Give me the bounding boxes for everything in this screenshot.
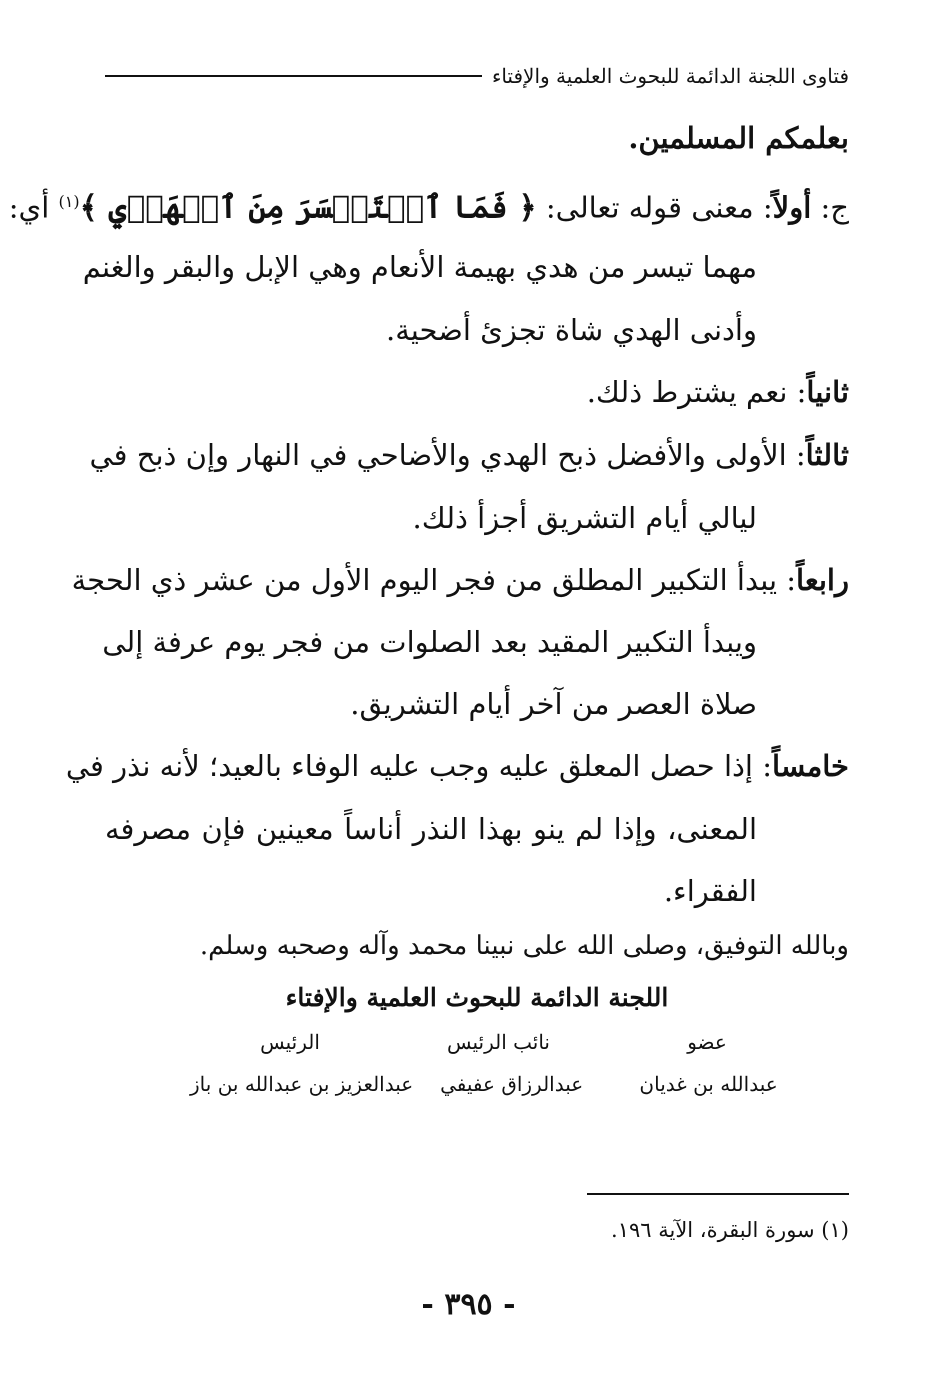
fifth-line-3: الفقراء. xyxy=(663,874,757,908)
footnote-rule xyxy=(587,1193,849,1195)
second-item xyxy=(105,372,849,412)
page-number: - ٣٩٥ - xyxy=(421,1287,516,1322)
second-text: : نعم يشترط ذلك. xyxy=(586,375,807,409)
fourth-line-3: صلاة العصر من آخر أيام التشريق. xyxy=(350,687,757,721)
running-header xyxy=(105,56,849,96)
third-label: ثالثاً xyxy=(805,438,849,472)
first-line-3: وأدنى الهدي شاة تجزئ أضحية. xyxy=(385,313,757,347)
closing-line: وبالله التوفيق، وصلى الله على نبينا محمد وآله وصحبه وسلم. xyxy=(199,931,849,961)
fifth-label: خامساً xyxy=(771,749,849,783)
name-deputy-chairman: عبدالرزاق عفيفي xyxy=(440,1072,584,1096)
fourth-line-2: ويبدأ التكبير المقيد بعد الصلوات من فجر يوم عرفة إلى xyxy=(102,625,757,659)
fourth-label: رابعاً xyxy=(796,563,849,597)
third-text: : الأولى والأفضل ذبح الهدي والأضاحي في النهار وإن ذبح في xyxy=(89,438,806,472)
committee-name: اللجنة الدائمة للبحوث العلمية والإفتاء xyxy=(285,983,669,1012)
body-line-1: بعلمكم المسلمين. xyxy=(628,121,849,155)
title-chairman: الرئيس xyxy=(260,1030,320,1054)
fourth-text: : يبدأ التكبير المطلق من فجر اليوم الأول من عشر ذي الحجة xyxy=(71,563,797,597)
first-label: أولاً xyxy=(772,190,812,225)
fourth-item xyxy=(71,560,849,600)
running-header-title: فتاوى اللجنة الدائمة للبحوث العلمية والإفتاء xyxy=(491,64,849,88)
answer-prefix: ج: xyxy=(811,190,849,225)
name-member: عبدالله بن غديان xyxy=(639,1072,778,1096)
third-item xyxy=(89,435,849,475)
fifth-item xyxy=(65,746,849,786)
header-rule xyxy=(105,75,482,77)
signatory-titles xyxy=(190,1030,807,1054)
answer-first-line xyxy=(8,182,849,226)
fifth-line-2: المعنى، وإذا لم ينو بهذا النذر أناساً معينين فإن مصرفه xyxy=(105,812,757,846)
signatory-names xyxy=(190,1072,807,1096)
second-label: ثانياً xyxy=(806,375,849,409)
first-line-2: مهما تيسر من هدي بهيمة الأنعام وهي الإبل والبقر والغنم xyxy=(82,250,757,284)
first-after: أي: xyxy=(8,190,59,225)
quran-verse: ﴿ فَمَا ٱسۡتَيۡسَرَ مِنَ ٱلۡهَدۡيِ ﴾ xyxy=(79,189,537,226)
footnote-ref: (١) xyxy=(58,192,80,211)
title-deputy-chairman: نائب الرئيس xyxy=(446,1030,550,1054)
first-intro: : معنى قوله تعالى: xyxy=(536,190,773,225)
title-member: عضو xyxy=(687,1030,727,1054)
fifth-text: : إذا حصل المعلق عليه وجب عليه الوفاء بالعيد؛ لأنه نذر في xyxy=(65,749,772,783)
name-chairman: عبدالعزيز بن عبدالله بن باز xyxy=(190,1072,414,1096)
third-line-2: ليالي أيام التشريق أجزأ ذلك. xyxy=(412,501,757,535)
footnote: (١) سورة البقرة، الآية ١٩٦. xyxy=(611,1218,849,1242)
